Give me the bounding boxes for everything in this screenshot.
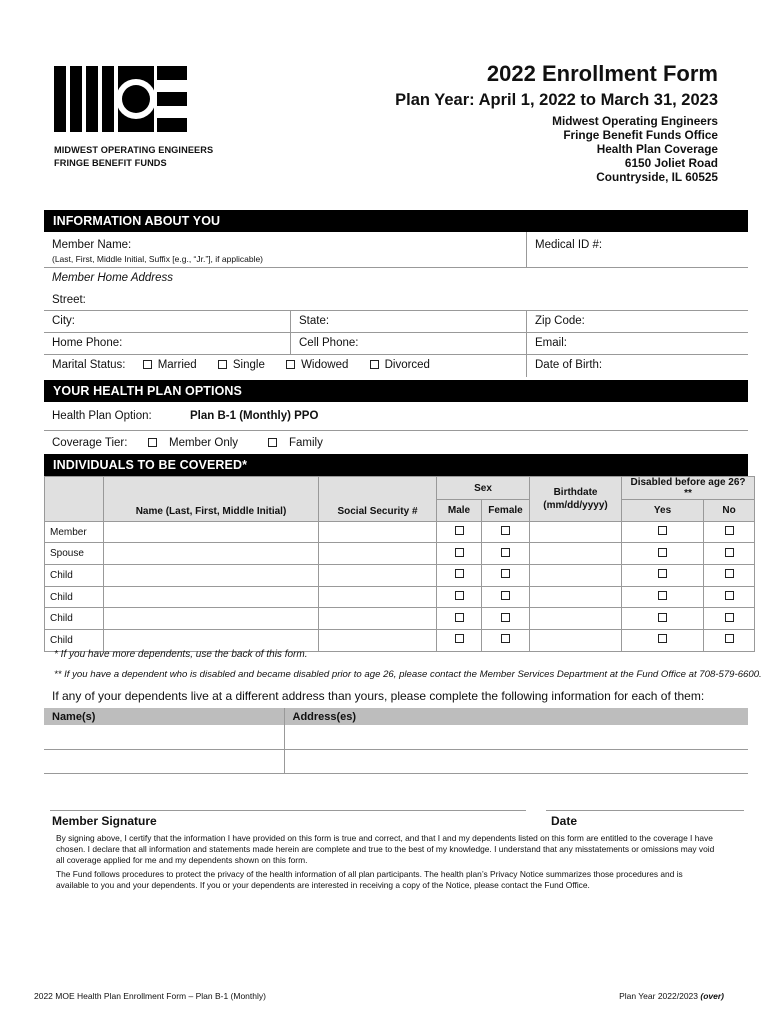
street-field[interactable] [44,290,748,310]
individuals-table [44,476,755,652]
address-cell[interactable] [284,749,748,773]
female-checkbox[interactable] [482,608,530,630]
address-line: Midwest Operating Engineers [552,114,718,128]
birthdate-cell[interactable] [530,565,622,587]
checkbox-icon[interactable] [455,591,464,600]
email-label: Email: [535,337,567,349]
home-phone-label: Home Phone: [52,337,123,349]
table-row [45,586,755,608]
row-label: Child [45,586,104,608]
option-label: Divorced [384,359,430,371]
footnote-disabled-dependent: ** If you have a dependent who is disabled and became disabled prior to age 26, please contact the Member Services Department at the Fund Office at 708-579-6600. [54,669,762,680]
birthdate-cell[interactable] [530,630,622,652]
sex-header: Sex [437,477,530,500]
option-label: Widowed [301,359,349,371]
female-header: Female [482,500,530,522]
table-row [45,608,755,630]
zip-label: Zip Code: [535,315,585,327]
disabled-yes-checkbox[interactable] [622,565,704,587]
plan-option-label: Health Plan Option: [52,410,152,422]
female-checkbox[interactable] [482,565,530,587]
address-line: Countryside, IL 60525 [596,170,718,184]
checkbox-icon[interactable] [143,360,152,369]
addresses-header: Address(es) [284,708,748,725]
checkbox-icon[interactable] [501,569,510,578]
form-header [395,60,718,184]
address-line: Health Plan Coverage [596,142,718,156]
option-label: Member Only [169,437,239,449]
moe-logo-mark [54,66,224,136]
footer-plan-year-text: Plan Year 2022/2023 [619,991,698,1001]
disabled-yes-checkbox[interactable] [622,586,704,608]
member-name-label: Member Name: [52,239,132,251]
street-label: Street: [52,294,86,306]
ssn-cell[interactable] [319,521,437,543]
checkbox-icon[interactable] [658,634,667,643]
org-name [54,144,213,170]
checkbox-icon[interactable] [501,613,510,622]
home-address-heading: Member Home Address [52,272,174,284]
home-address-row [44,268,748,290]
female-checkbox[interactable] [482,543,530,565]
table-row [45,521,755,543]
plan-option-row [44,402,748,431]
checkbox-icon[interactable] [725,634,734,643]
footer-plan-year [619,991,724,1001]
checkbox-icon[interactable] [455,548,464,557]
female-checkbox[interactable] [482,586,530,608]
footer-over: (over) [700,991,724,1001]
marital-option-single[interactable] [218,359,265,371]
name-cell[interactable] [104,565,319,587]
city-label: City: [52,315,75,327]
checkbox-icon[interactable] [455,613,464,622]
section-header-info: INFORMATION ABOUT YOU [44,210,748,232]
member-name-row [44,232,748,268]
city-row [44,311,748,333]
dob-field[interactable] [526,355,748,377]
checkbox-icon[interactable] [501,591,510,600]
male-checkbox[interactable] [437,608,482,630]
disabled-yes-checkbox[interactable] [622,608,704,630]
privacy-text: The Fund follows procedures to protect the privacy of the health information of all plan participants. The health plan’s Privacy Notice summarizes those procedures and is available to you and your dependents. If you or your dependents are interested in receiving a copy of the Notice, please contact the Fund Office. [56,869,683,890]
org-name-line2: FRINGE BENEFIT FUNDS [54,158,167,168]
yes-header: Yes [622,500,704,522]
row-label: Spouse [45,543,104,565]
checkbox-icon[interactable] [218,360,227,369]
disabled-no-checkbox[interactable] [704,630,755,652]
certification-text: By signing above, I certify that the information I have provided on this form is true and correct, and that I and my dependents listed on this form are entitled to the coverage I have chosen. I declare that all information and statements made herein are complete and true to the best of my knowledge. I understand that any misstatements or omissions may void all coverage applied for me and my dependents shown on this form. [56,833,715,865]
name-header: Name (Last, First, Middle Initial) [104,477,319,522]
table-header-row [45,477,755,500]
member-signature-label: Member Signature [52,814,157,828]
checkbox-icon[interactable] [501,526,510,535]
table-row [45,543,755,565]
checkbox-icon[interactable] [148,438,157,447]
address-line: Fringe Benefit Funds Office [563,128,718,142]
male-checkbox[interactable] [437,586,482,608]
plan-section [44,402,748,454]
female-checkbox[interactable] [482,630,530,652]
checkbox-icon[interactable] [455,569,464,578]
member-name-field[interactable] [44,232,524,267]
phone-row [44,333,748,355]
checkbox-icon[interactable] [658,526,667,535]
section-header-plan: YOUR HEALTH PLAN OPTIONS [44,380,748,402]
zip-field[interactable] [526,311,748,332]
checkbox-icon[interactable] [725,613,734,622]
address-line: 6150 Joliet Road [624,156,718,170]
checkbox-icon[interactable] [501,548,510,557]
checkbox-icon[interactable] [455,526,464,535]
option-label: Single [232,359,265,371]
row-label: Child [45,608,104,630]
checkbox-icon[interactable] [658,548,667,557]
medical-id-label: Medical ID #: [535,239,603,251]
name-cell[interactable] [44,725,284,749]
checkbox-icon[interactable] [725,569,734,578]
disabled-yes-checkbox[interactable] [622,630,704,652]
plan-year: Plan Year: April 1, 2022 to March 31, 2023 [395,91,718,109]
marital-status-field [44,355,524,377]
table-row [44,749,748,773]
name-cell[interactable] [104,543,319,565]
dependent-address-table [44,708,748,774]
name-cell[interactable] [44,749,284,773]
marital-option-married[interactable] [143,359,197,371]
section-header-individuals: INDIVIDUALS TO BE COVERED* [44,454,748,476]
footnote-more-dependents: * If you have more dependents, use the back of this form. [54,649,308,660]
disabled-no-checkbox[interactable] [704,521,755,543]
name-cell[interactable] [104,608,319,630]
checkbox-icon[interactable] [725,591,734,600]
email-field[interactable] [526,333,748,354]
marital-option-widowed[interactable] [286,359,348,371]
male-header: Male [437,500,482,522]
no-header: No [704,500,755,522]
coverage-tier-label: Coverage Tier: [52,437,128,449]
fund-logo [54,66,224,170]
checkbox-icon[interactable] [370,360,379,369]
ssn-header: Social Security # [319,477,437,522]
home-phone-field[interactable] [44,333,289,354]
male-checkbox[interactable] [437,543,482,565]
male-checkbox[interactable] [437,565,482,587]
checkbox-icon[interactable] [658,591,667,600]
checkbox-icon[interactable] [286,360,295,369]
dob-label: Date of Birth: [535,359,603,371]
signature-line[interactable] [50,810,526,811]
tier-option-family[interactable] [260,431,323,454]
birthdate-format: (mm/dd/yyyy) [543,499,608,511]
disabled-yes-checkbox[interactable] [622,521,704,543]
member-info-section [44,232,748,377]
disabled-yes-checkbox[interactable] [622,543,704,565]
male-checkbox[interactable] [437,630,482,652]
tier-option-member-only[interactable] [140,431,238,454]
cell-phone-field[interactable] [290,333,526,354]
checkbox-icon[interactable] [725,526,734,535]
row-label-header [45,477,104,522]
city-field[interactable] [44,311,289,332]
state-field[interactable] [290,311,526,332]
birthdate-cell[interactable] [530,521,622,543]
disabled-no-checkbox[interactable] [704,565,755,587]
row-label: Child [45,630,104,652]
address-intro: If any of your dependents live at a different address than yours, please complete the following information for each of them: [52,689,705,703]
member-name-hint: (Last, First, Middle Initial, Suffix [e.g., “Jr.”], if applicable) [52,254,264,264]
footer-form-name: 2022 MOE Health Plan Enrollment Form – Plan B-1 (Monthly) [34,991,266,1001]
ssn-cell[interactable] [319,565,437,587]
date-label: Date [551,814,578,828]
disabled-no-checkbox[interactable] [704,586,755,608]
option-label: Family [289,437,323,449]
birthdate-cell[interactable] [530,586,622,608]
org-name-line1: MIDWEST OPERATING ENGINEERS [54,145,214,155]
checkbox-icon[interactable] [501,634,510,643]
marital-row [44,355,748,377]
form-title: 2022 Enrollment Form [486,61,718,86]
name-cell[interactable] [104,521,319,543]
name-cell[interactable] [104,586,319,608]
birthdate-cell[interactable] [530,543,622,565]
ssn-cell[interactable] [319,608,437,630]
row-label: Member [45,521,104,543]
birthdate-header [530,477,622,522]
cell-phone-label: Cell Phone: [299,337,359,349]
disabled-no-checkbox[interactable] [704,608,755,630]
address-cell[interactable] [284,725,748,749]
birthdate-cell[interactable] [530,608,622,630]
marital-status-label: Marital Status: [52,359,126,371]
coverage-tier-row [44,431,748,454]
table-row [44,725,748,749]
medical-id-field[interactable] [526,232,748,267]
street-row [44,290,748,311]
disabled-no-checkbox[interactable] [704,543,755,565]
plan-option-value: Plan B-1 (Monthly) PPO [190,410,319,422]
checkbox-icon[interactable] [658,569,667,578]
male-checkbox[interactable] [437,521,482,543]
option-label: Married [157,359,197,371]
birthdate-label: Birthdate [553,486,598,498]
checkbox-icon[interactable] [455,634,464,643]
checkbox-icon[interactable] [725,548,734,557]
ssn-cell[interactable] [319,630,437,652]
state-label: State: [299,315,330,327]
ssn-cell[interactable] [319,586,437,608]
address-header-row [44,708,748,725]
disabled-header: Disabled before age 26?** [622,477,755,500]
checkbox-icon[interactable] [658,613,667,622]
row-label: Child [45,565,104,587]
checkbox-icon[interactable] [268,438,277,447]
ssn-cell[interactable] [319,543,437,565]
female-checkbox[interactable] [482,521,530,543]
marital-option-divorced[interactable] [370,359,430,371]
date-line[interactable] [546,810,744,811]
table-row [45,565,755,587]
names-header: Name(s) [44,708,284,725]
